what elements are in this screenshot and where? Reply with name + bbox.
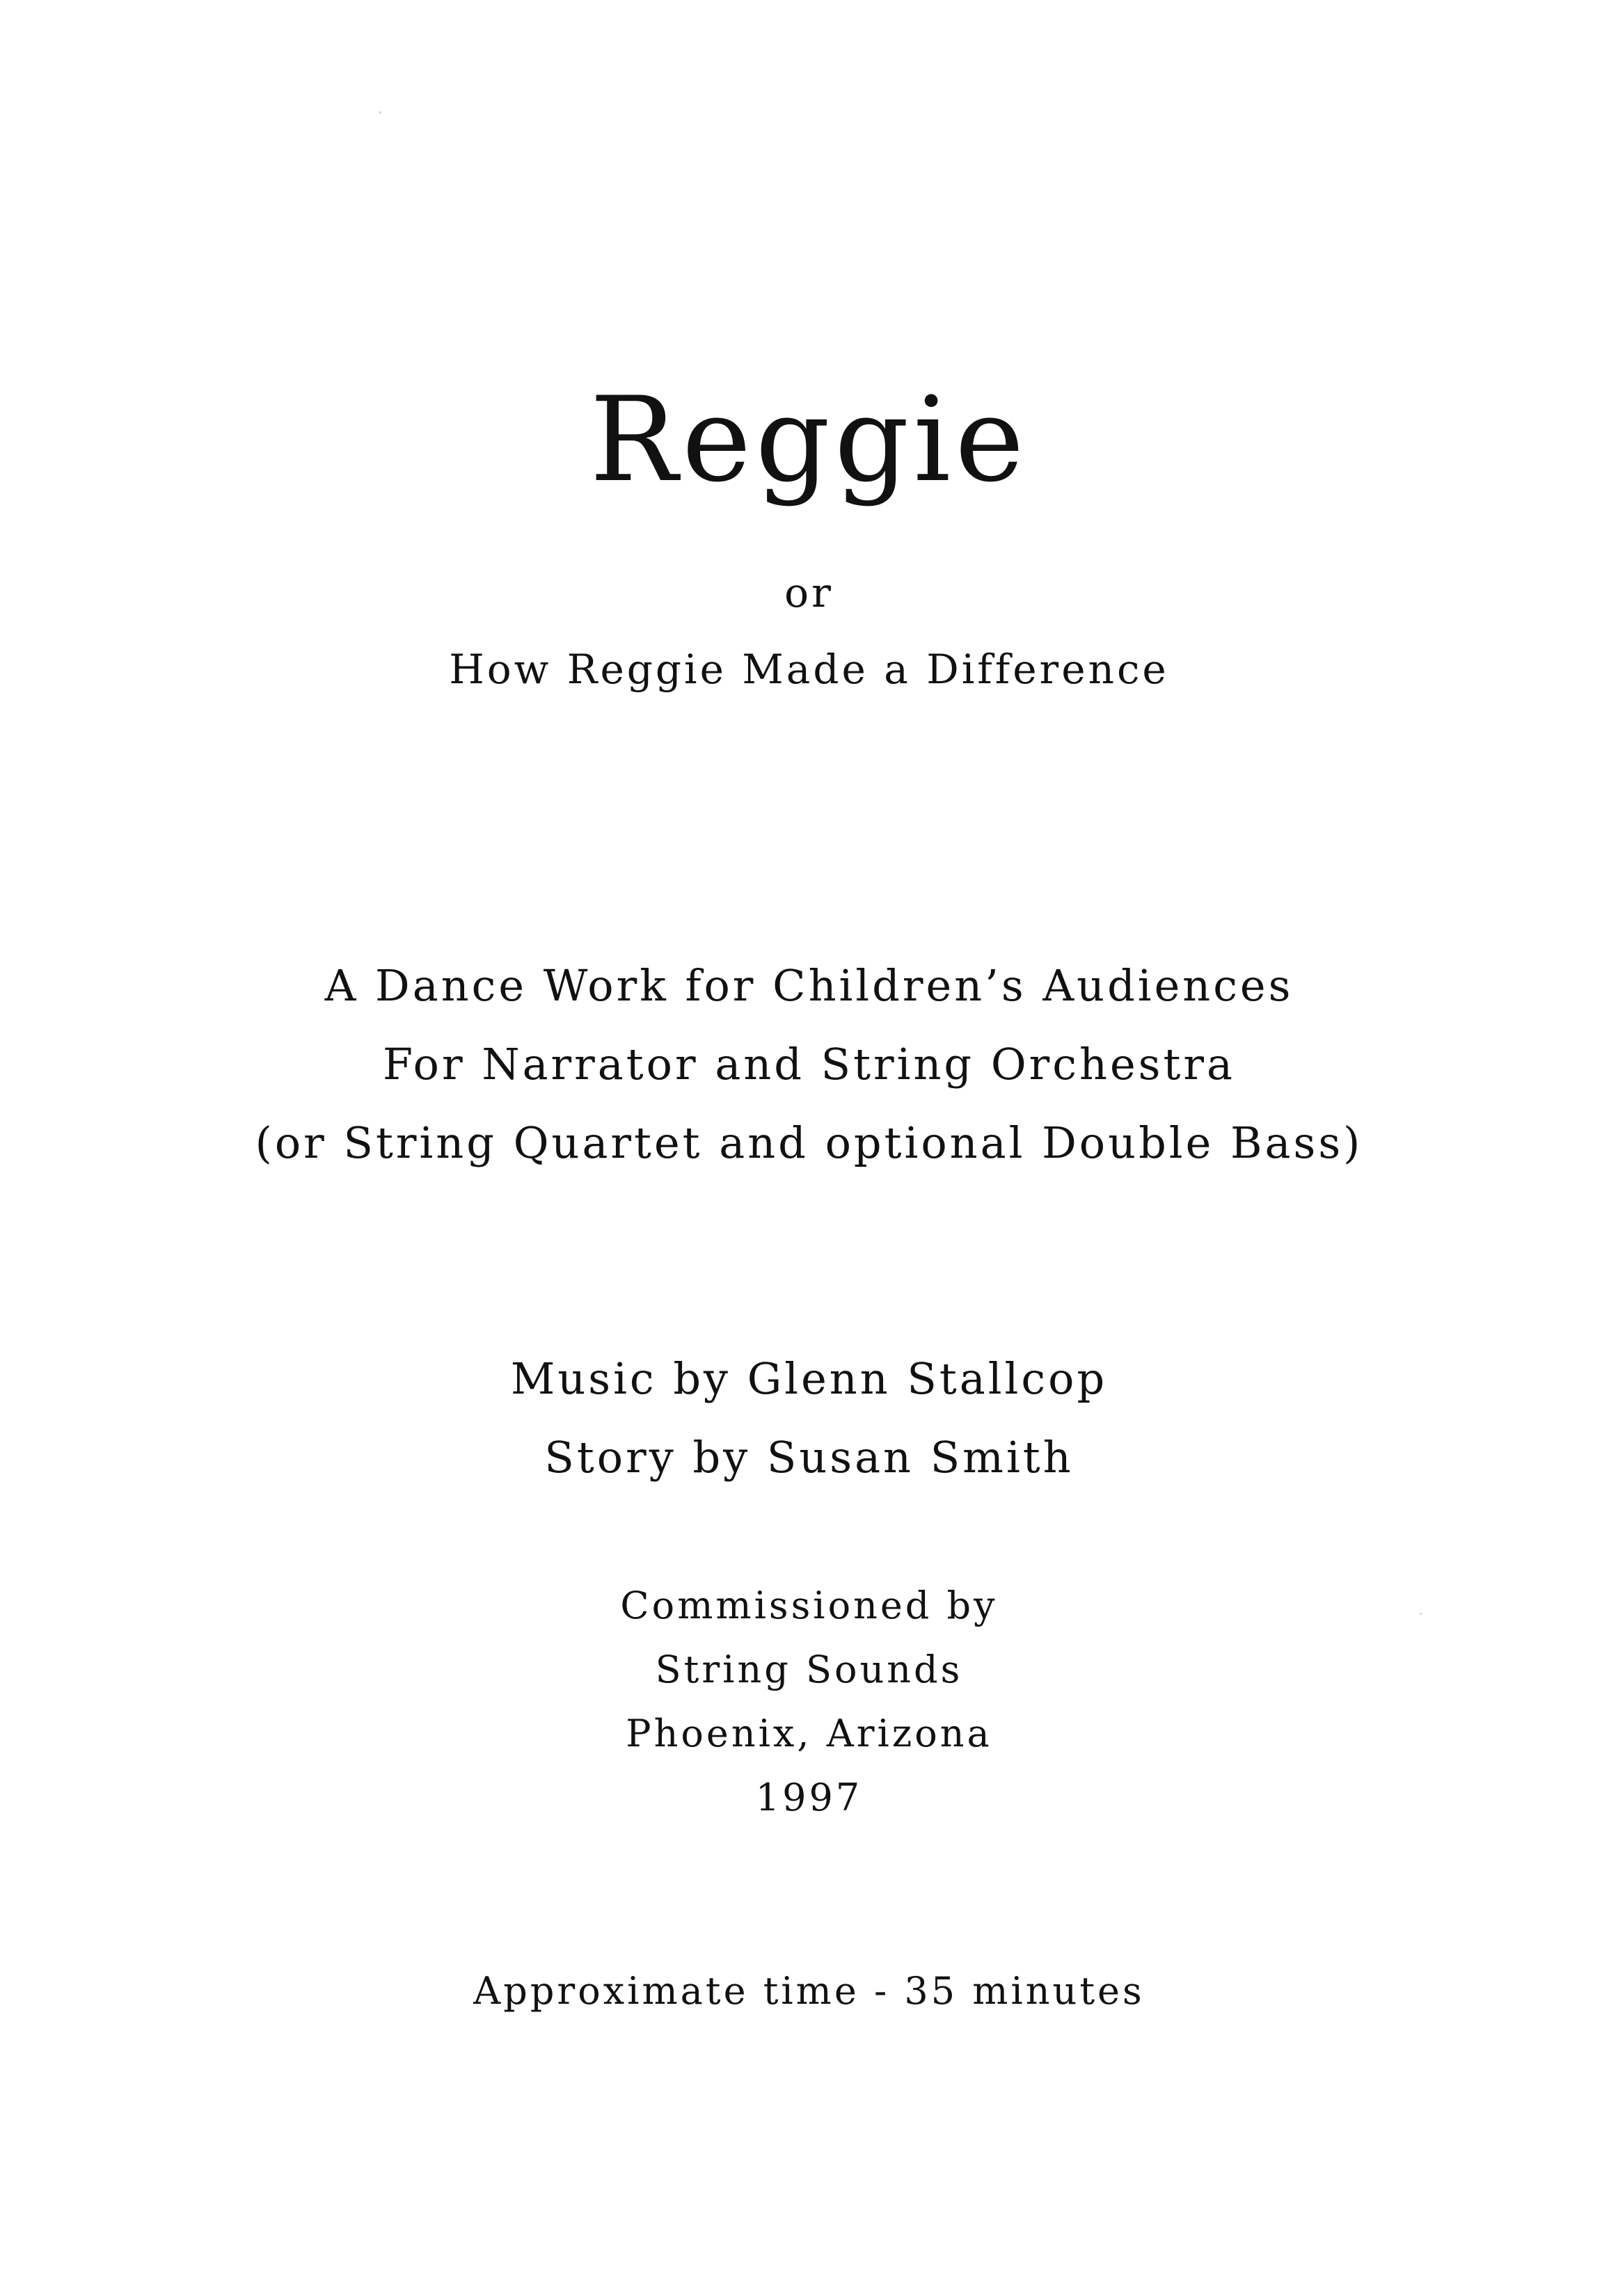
work-title: Reggie: [589, 372, 1029, 508]
description-line: (or String Quartet and optional Double Bass): [255, 1117, 1363, 1168]
description-line: For Narrator and String Orchestra: [383, 1039, 1235, 1090]
commission-line: String Sounds: [655, 1648, 963, 1691]
title-conjunction: or: [784, 569, 834, 616]
work-subtitle: How Reggie Made a Difference: [449, 646, 1169, 693]
commission-line: Phoenix, Arizona: [626, 1712, 992, 1755]
commission-year: 1997: [755, 1776, 863, 1819]
music-credit: Music by Glenn Stallcop: [510, 1353, 1108, 1404]
commission-line: Commissioned by: [620, 1584, 998, 1627]
story-credit: Story by Susan Smith: [544, 1432, 1074, 1483]
scan-speck: [379, 111, 381, 113]
duration-note: Approximate time - 35 minutes: [473, 1969, 1145, 2013]
description-line: A Dance Work for Children’s Audiences: [324, 960, 1294, 1011]
